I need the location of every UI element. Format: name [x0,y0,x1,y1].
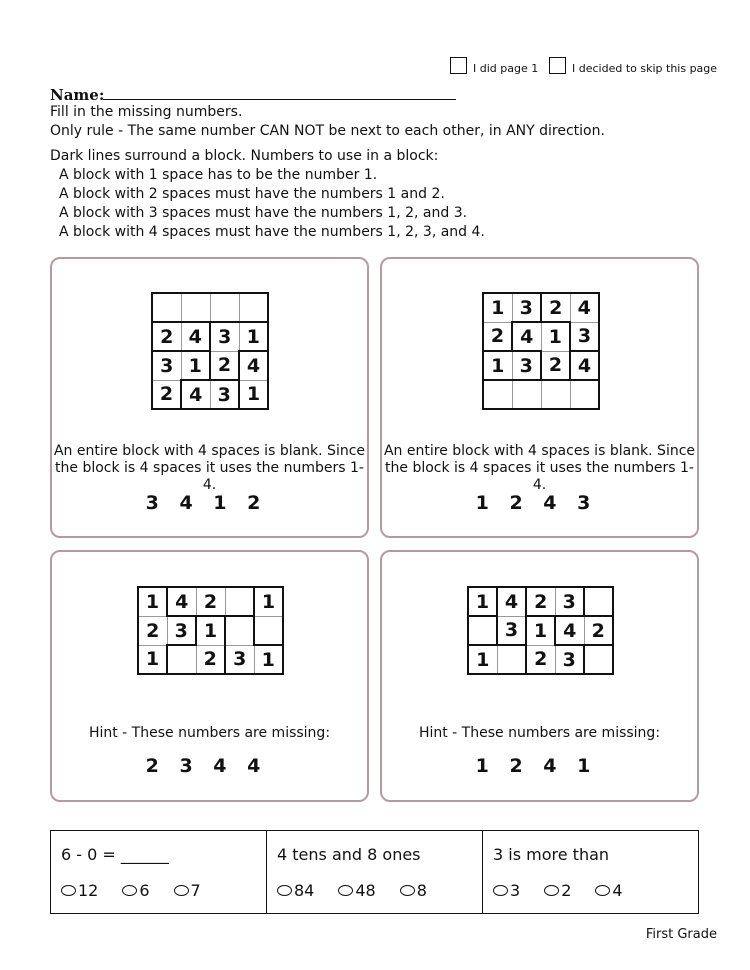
question-3-option-3[interactable]: 4 [595,881,622,900]
grid-cell[interactable]: 3 [497,616,526,645]
grid-cell[interactable]: 3 [570,322,599,351]
question-3-prompt: 3 is more than [493,845,610,864]
grid-cell[interactable]: 1 [138,645,167,674]
puzzle-grid-3 [137,586,284,675]
grid-cell[interactable]: 3 [152,351,181,380]
question-1-prompt: 6 - 0 = ______ [61,845,169,864]
grid-cell[interactable]: 2 [541,293,570,322]
name-label: Name: [50,86,105,104]
grid-cell[interactable]: 2 [483,322,512,351]
did-page-checkbox[interactable] [450,57,467,74]
grid-cell[interactable] [167,645,196,674]
rule-3: A block with 3 spaces must have the numbers 1, 2, and 3. [59,205,468,221]
grid-cell[interactable]: 2 [138,616,167,645]
grid-cell[interactable] [181,293,210,322]
question-1 [51,831,267,913]
grid-cell[interactable]: 4 [181,380,210,409]
question-3-option-1[interactable]: 3 [493,881,520,900]
grid-cell[interactable]: 4 [570,351,599,380]
bubble-icon[interactable] [544,885,559,896]
puzzle-panel-2 [380,257,699,538]
grid-cell[interactable]: 2 [541,351,570,380]
rule-4: A block with 4 spaces must have the numbers 1, 2, 3, and 4. [59,224,485,240]
grid-cell[interactable]: 3 [225,645,254,674]
bubble-icon[interactable] [122,885,137,896]
question-1-option-1[interactable]: 12 [61,881,98,900]
instruction-line-2: Only rule - The same number CAN NOT be next to each other, in ANY direction. [50,123,605,139]
grid-cell[interactable]: 2 [526,645,555,674]
grid-cell[interactable]: 2 [196,645,225,674]
puzzle-text-1b: the block is 4 spaces it uses the numbers 1-4. [55,460,364,493]
puzzle-panel-1 [50,257,369,538]
question-1-option-3[interactable]: 7 [174,881,201,900]
grid-cell[interactable] [483,380,512,409]
grid-cell[interactable]: 2 [210,351,239,380]
puzzle-text-2a: An entire block with 4 spaces is blank. Since [383,443,696,459]
rule-2: A block with 2 spaces must have the numbers 1 and 2. [59,186,445,202]
footer-grade: First Grade [645,927,717,942]
puzzle-text-1a: An entire block with 4 spaces is blank. Since [53,443,366,459]
puzzle-grid-4 [467,586,614,675]
grid-cell[interactable]: 3 [512,351,541,380]
grid-cell[interactable]: 1 [254,645,283,674]
grid-cell[interactable]: 2 [152,380,181,409]
question-3 [483,831,698,913]
grid-cell[interactable]: 4 [570,293,599,322]
puzzle-text-4: Hint - These numbers are missing: [418,725,661,741]
grid-cell[interactable]: 4 [555,616,584,645]
bubble-icon[interactable] [277,885,292,896]
grid-cell[interactable]: 3 [210,322,239,351]
grid-cell[interactable]: 2 [196,587,225,616]
bubble-icon[interactable] [493,885,508,896]
grid-cell[interactable]: 2 [584,616,613,645]
grid-cell[interactable]: 1 [541,322,570,351]
review-questions [50,830,699,914]
grid-cell[interactable]: 2 [152,322,181,351]
puzzle-answers-1: 3 4 1 2 [145,492,262,514]
puzzle-text-2b: the block is 4 spaces it uses the numbers 1-4. [385,460,694,493]
grid-cell[interactable]: 3 [210,380,239,409]
grid-cell[interactable]: 2 [526,587,555,616]
question-1-option-2[interactable]: 6 [122,881,149,900]
grid-cell[interactable]: 4 [239,351,268,380]
puzzle-panel-4 [380,550,699,802]
grid-cell[interactable]: 1 [483,351,512,380]
grid-cell[interactable]: 4 [167,587,196,616]
grid-cell[interactable]: 3 [555,587,584,616]
grid-cell[interactable]: 3 [512,293,541,322]
grid-cell[interactable]: 1 [196,616,225,645]
grid-cell[interactable]: 1 [468,587,497,616]
question-2-option-1[interactable]: 84 [277,881,314,900]
grid-cell[interactable]: 1 [483,293,512,322]
question-2-option-2[interactable]: 48 [338,881,375,900]
grid-cell[interactable] [497,645,526,674]
grid-cell[interactable]: 4 [181,322,210,351]
grid-cell[interactable]: 1 [239,322,268,351]
puzzle-grid-2 [482,292,600,410]
bubble-icon[interactable] [174,885,189,896]
did-page-label: I did page 1 [473,62,539,75]
bubble-icon[interactable] [338,885,353,896]
grid-cell[interactable] [152,293,181,322]
grid-cell[interactable] [210,293,239,322]
grid-cell[interactable] [512,380,541,409]
grid-cell[interactable] [254,616,283,645]
name-field[interactable] [103,99,456,100]
grid-cell[interactable] [570,380,599,409]
puzzle-panel-3 [50,550,369,802]
grid-cell[interactable]: 1 [181,351,210,380]
skip-page-checkbox[interactable] [549,57,566,74]
instruction-line-3: Dark lines surround a block. Numbers to use in a block: [50,148,439,164]
question-2-prompt: 4 tens and 8 ones [277,845,421,864]
question-2-option-3[interactable]: 8 [400,881,427,900]
grid-cell[interactable]: 1 [239,380,268,409]
grid-cell[interactable] [584,645,613,674]
grid-cell[interactable]: 3 [167,616,196,645]
rule-1: A block with 1 space has to be the number 1. [59,167,378,183]
bubble-icon[interactable] [595,885,610,896]
grid-cell[interactable]: 1 [254,587,283,616]
grid-cell[interactable] [225,616,254,645]
puzzle-answers-2: 1 2 4 3 [475,492,592,514]
question-2 [267,831,483,913]
skip-page-label: I decided to skip this page [572,62,718,75]
grid-cell[interactable] [541,380,570,409]
grid-cell[interactable]: 3 [555,645,584,674]
puzzle-grid-1 [151,292,269,410]
grid-cell[interactable] [239,293,268,322]
instruction-line-1: Fill in the missing numbers. [50,104,243,120]
grid-cell[interactable] [468,616,497,645]
question-3-option-2[interactable]: 2 [544,881,571,900]
grid-cell[interactable]: 1 [138,587,167,616]
puzzle-answers-4: 1 2 4 1 [475,755,592,777]
grid-cell[interactable]: 1 [526,616,555,645]
puzzle-answers-3: 2 3 4 4 [145,755,262,777]
bubble-icon[interactable] [61,885,76,896]
grid-cell[interactable]: 4 [512,322,541,351]
bubble-icon[interactable] [400,885,415,896]
grid-cell[interactable] [584,587,613,616]
grid-cell[interactable]: 1 [468,645,497,674]
grid-cell[interactable] [225,587,254,616]
puzzle-text-3: Hint - These numbers are missing: [88,725,331,741]
grid-cell[interactable]: 4 [497,587,526,616]
